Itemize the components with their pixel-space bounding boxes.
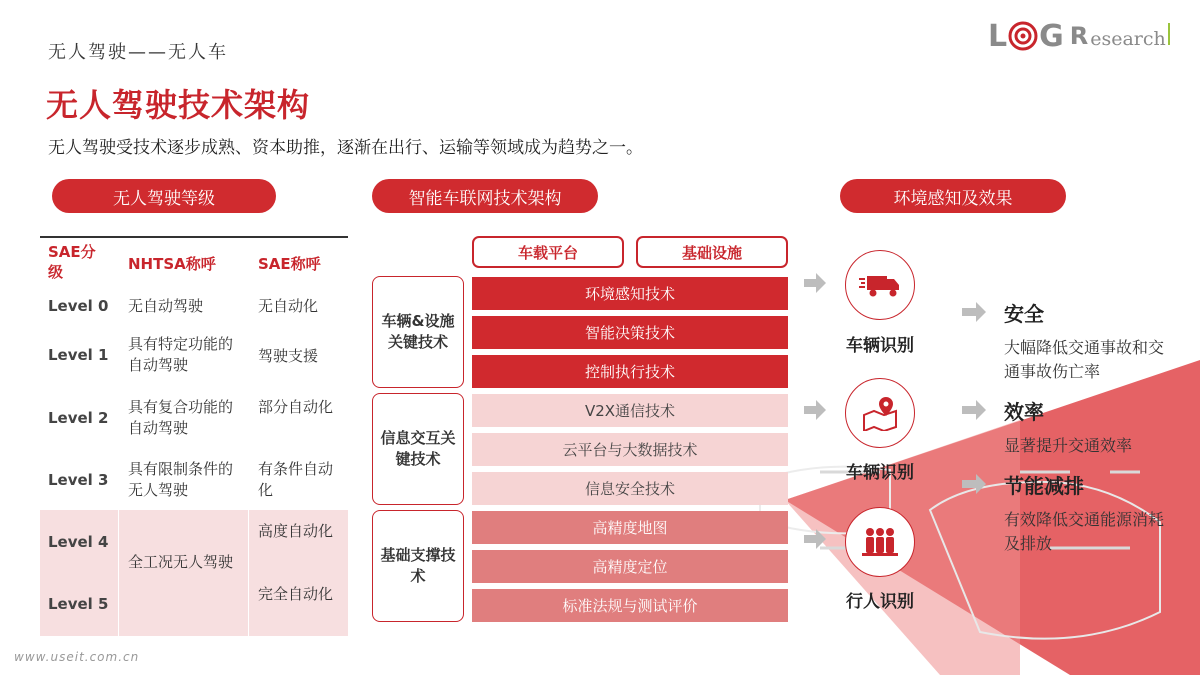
logo-accent-mark (1168, 23, 1170, 45)
map-pin-icon (860, 395, 900, 431)
table-cell-sae: 完全自动化 (258, 585, 334, 603)
group-vehicle-key-tech: 车辆&设施关键技术 (372, 276, 464, 388)
tab-vehicle-platform[interactable]: 车载平台 (472, 236, 624, 268)
group-info-interaction-tech: 信息交互关键技术 (372, 393, 464, 505)
table-header-sae: SAE称呼 (258, 255, 321, 273)
arrow-right-icon (962, 400, 986, 420)
table-row-level: Level 1 (48, 346, 109, 364)
section-pill-levels: 无人驾驶等级 (52, 179, 276, 213)
table-cell-sae: 部分自动化 (258, 398, 334, 416)
table-divider (248, 510, 249, 636)
effect-desc-efficiency: 显著提升交通效率 (1004, 436, 1133, 455)
table-top-rule (40, 236, 348, 238)
arrow-right-icon (804, 400, 826, 420)
table-header-sae-level: SAE分级 (48, 243, 96, 281)
perception-label: 车辆识别 (846, 463, 914, 483)
arrow-right-icon (962, 302, 986, 322)
table-cell-nhtsa: 具有特定功能的自动驾驶 (128, 335, 234, 374)
effect-title-energy: 节能减排 (1004, 474, 1084, 498)
logr-logo (988, 18, 1170, 54)
effect-desc-safety: 大幅降低交通事故和交通事故伤亡率 (1004, 338, 1165, 381)
table-row-level: Level 3 (48, 471, 109, 489)
section-pill-architecture: 智能车联网技术架构 (372, 179, 598, 213)
group-support-tech: 基础支撑技术 (372, 510, 464, 622)
slide-description: 无人驾驶受技术逐步成熟、资本助推，逐渐在出行、运输等领域成为趋势之一。 (48, 138, 643, 158)
arrow-right-icon (962, 474, 986, 494)
slide-subtitle: 无人驾驶——无人车 (48, 42, 228, 63)
logo-text-research: esearch (1090, 28, 1166, 50)
table-divider (118, 510, 119, 636)
perception-label: 行人识别 (846, 592, 914, 612)
logo-letter-r: R (1069, 22, 1089, 50)
table-header-nhtsa: NHTSA称呼 (128, 255, 216, 273)
logo-target-icon (1008, 21, 1038, 51)
slide-title: 无人驾驶技术架构 (46, 86, 311, 124)
perception-circle-map (845, 378, 915, 448)
truck-icon (859, 270, 901, 300)
table-row-level: Level 2 (48, 409, 109, 427)
table-cell-sae: 无自动化 (258, 297, 319, 315)
table-cell-sae: 有条件自动化 (258, 460, 334, 499)
tab-infrastructure[interactable]: 基础设施 (636, 236, 788, 268)
tech-bar: 环境感知技术 (472, 277, 788, 310)
perception-label: 车辆识别 (846, 336, 914, 356)
table-cell-sae: 高度自动化 (258, 522, 334, 540)
table-cell-nhtsa: 具有限制条件的无人驾驶 (128, 460, 234, 499)
tech-bar: 高精度地图 (472, 511, 788, 544)
logo-letter-l: L (988, 18, 1008, 54)
tech-bar: V2X通信技术 (472, 394, 788, 427)
people-icon (860, 526, 900, 558)
table-cell-nhtsa: 无自动驾驶 (128, 297, 204, 315)
section-pill-perception: 环境感知及效果 (840, 179, 1066, 213)
table-cell-sae: 驾驶支援 (258, 347, 319, 365)
perception-circle-vehicle (845, 250, 915, 320)
effect-desc-energy: 有效降低交通能源消耗及排放 (1004, 510, 1165, 553)
effect-title-safety: 安全 (1004, 302, 1044, 326)
tech-bar: 高精度定位 (472, 550, 788, 583)
perception-circle-pedestrian (845, 507, 915, 577)
table-cell-nhtsa: 具有复合功能的自动驾驶 (128, 398, 234, 437)
logo-letter-g: G (1039, 18, 1064, 54)
tech-bar: 控制执行技术 (472, 355, 788, 388)
table-row-level: Level 5 (48, 595, 109, 613)
tech-bar: 智能决策技术 (472, 316, 788, 349)
table-row-level: Level 0 (48, 297, 109, 315)
tech-bar: 云平台与大数据技术 (472, 433, 788, 466)
effect-title-efficiency: 效率 (1004, 400, 1044, 424)
arrow-right-icon (804, 273, 826, 293)
footer-watermark: www.useit.com.cn (14, 650, 140, 664)
tech-bar: 标准法规与测试评价 (472, 589, 788, 622)
table-cell-nhtsa-merged: 全工况无人驾驶 (128, 553, 234, 571)
arrow-right-icon (804, 529, 826, 549)
table-row-level: Level 4 (48, 533, 109, 551)
tech-bar: 信息安全技术 (472, 472, 788, 505)
